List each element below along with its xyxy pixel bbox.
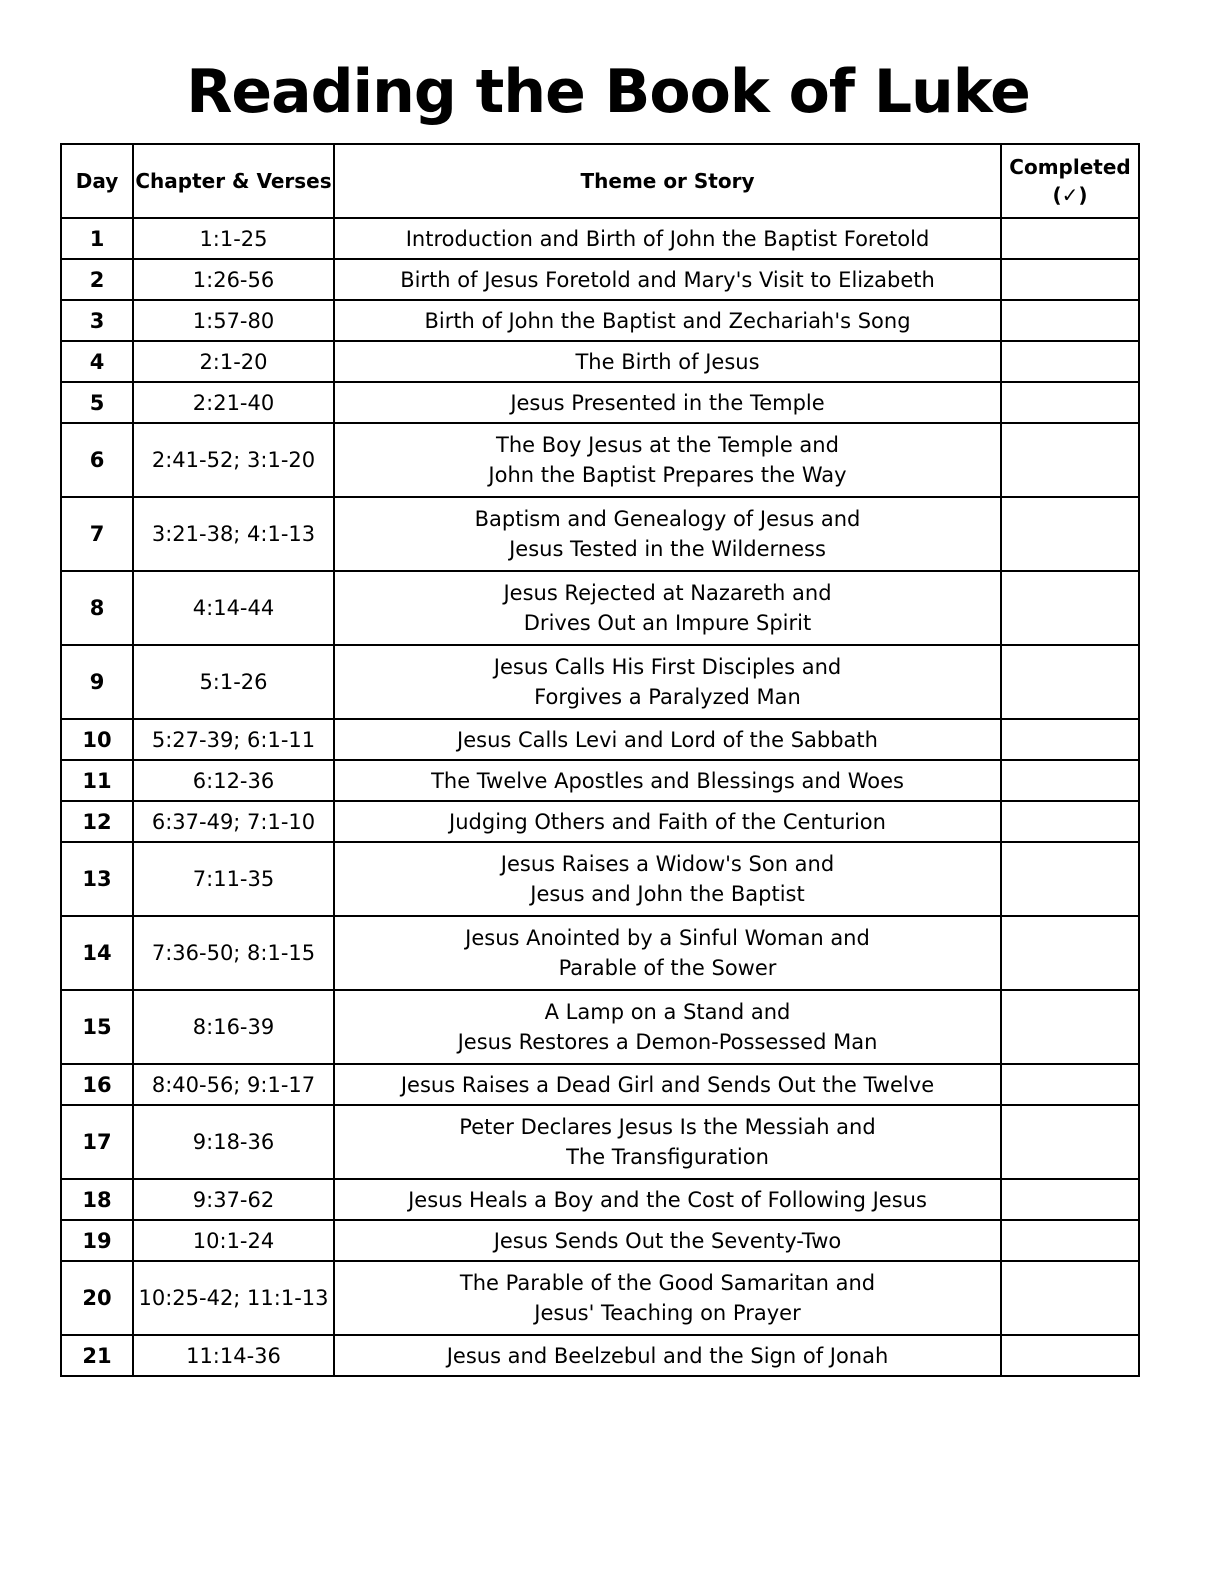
theme-cell [334,801,1001,842]
chapter-cell: 7:11-35 [133,842,334,916]
chapter-cell: 10:25-42; 11:1-13 [133,1261,334,1335]
theme-cell [334,990,1001,1064]
completed-checkbox-cell[interactable] [1001,801,1139,842]
table-row [61,842,1139,916]
theme-cell [334,1335,1001,1376]
completed-checkbox-cell[interactable] [1001,1220,1139,1261]
day-cell: 12 [61,801,133,842]
theme-cell [334,916,1001,990]
theme-cell [334,760,1001,801]
theme-text: A Lamp on a Stand and [544,1000,791,1024]
theme-cell [334,1179,1001,1220]
theme-text: Jesus Raises a Dead Girl and Sends Out the Twelve [400,1072,935,1097]
table-row [61,645,1139,719]
day-cell: 5 [61,382,133,423]
completed-checkbox-cell[interactable] [1001,382,1139,423]
theme-text: Birth of Jesus Foretold and Mary's Visit to Elizabeth [400,267,935,292]
chapter-cell: 6:12-36 [133,760,334,801]
chapter-cell: 10:1-24 [133,1220,334,1261]
table-body [61,218,1139,1376]
theme-text: The Boy Jesus at the Temple and [496,433,839,457]
chapter-cell: 3:21-38; 4:1-13 [133,497,334,571]
chapter-cell: 1:26-56 [133,259,334,300]
day-cell: 13 [61,842,133,916]
theme-text: Peter Declares Jesus Is the Messiah and [459,1115,876,1139]
table-row [61,1105,1139,1179]
chapter-cell: 2:41-52; 3:1-20 [133,423,334,497]
chapter-cell: 8:16-39 [133,990,334,1064]
table-header-row [61,144,1139,218]
table-row [61,760,1139,801]
day-cell: 15 [61,990,133,1064]
chapter-cell: 1:57-80 [133,300,334,341]
theme-text: Jesus Heals a Boy and the Cost of Following Jesus [408,1187,927,1212]
theme-cell [334,259,1001,300]
table-row [61,423,1139,497]
theme-cell [334,1261,1001,1335]
completed-checkbox-cell[interactable] [1001,1179,1139,1220]
column-header-chapter: Chapter & Verses [133,144,334,218]
page-title: Reading the Book of Luke [186,57,1030,127]
day-cell: 8 [61,571,133,645]
theme-cell [334,218,1001,259]
theme-text: Jesus' Teaching on Prayer [534,1301,801,1325]
checkmark-icon: (✓) [1052,183,1088,207]
day-cell: 4 [61,341,133,382]
completed-checkbox-cell[interactable] [1001,1335,1139,1376]
theme-text: John the Baptist Prepares the Way [488,463,847,487]
theme-cell [334,300,1001,341]
theme-text: The Twelve Apostles and Blessings and Woes [431,768,904,793]
column-header-theme: Theme or Story [334,144,1001,218]
theme-text: Judging Others and Faith of the Centurion [449,809,886,834]
day-cell: 16 [61,1064,133,1105]
column-header-day: Day [61,144,133,218]
theme-cell [334,341,1001,382]
day-cell: 7 [61,497,133,571]
chapter-cell: 9:37-62 [133,1179,334,1220]
table-row [61,497,1139,571]
chapter-cell: 2:21-40 [133,382,334,423]
table-row [61,719,1139,760]
day-cell: 11 [61,760,133,801]
theme-cell [334,1105,1001,1179]
chapter-cell: 4:14-44 [133,571,334,645]
table-row [61,218,1139,259]
theme-text: Jesus Calls His First Disciples and [493,655,842,679]
day-cell: 2 [61,259,133,300]
theme-text: The Transfiguration [566,1145,769,1169]
completed-checkbox-cell[interactable] [1001,990,1139,1064]
table-row [61,1064,1139,1105]
completed-checkbox-cell[interactable] [1001,916,1139,990]
theme-cell [334,497,1001,571]
chapter-cell: 9:18-36 [133,1105,334,1179]
table-row [61,1179,1139,1220]
theme-cell [334,1220,1001,1261]
completed-checkbox-cell[interactable] [1001,1261,1139,1335]
day-cell: 1 [61,218,133,259]
theme-text: Jesus and John the Baptist [530,882,805,906]
table-row [61,382,1139,423]
theme-text: Jesus Calls Levi and Lord of the Sabbath [457,727,878,752]
completed-checkbox-cell[interactable] [1001,645,1139,719]
completed-checkbox-cell[interactable] [1001,497,1139,571]
theme-text: The Parable of the Good Samaritan and [459,1271,876,1295]
completed-checkbox-cell[interactable] [1001,300,1139,341]
theme-text: Jesus Raises a Widow's Son and [500,852,835,876]
completed-checkbox-cell[interactable] [1001,1105,1139,1179]
theme-text: Jesus Rejected at Nazareth and [503,581,832,605]
day-cell: 21 [61,1335,133,1376]
chapter-cell: 7:36-50; 8:1-15 [133,916,334,990]
table-row [61,341,1139,382]
theme-text: Introduction and Birth of John the Baptist Foretold [405,226,930,251]
day-cell: 14 [61,916,133,990]
theme-text: Jesus Tested in the Wilderness [509,537,826,561]
table-row [61,801,1139,842]
day-cell: 10 [61,719,133,760]
theme-cell [334,571,1001,645]
theme-text: Baptism and Genealogy of Jesus and [474,507,861,531]
theme-text: Forgives a Paralyzed Man [534,685,801,709]
table-row [61,1220,1139,1261]
completed-checkbox-cell[interactable] [1001,1064,1139,1105]
table-row [61,259,1139,300]
theme-text: Jesus Restores a Demon-Possessed Man [457,1030,878,1054]
completed-header-label: Completed [1009,155,1131,179]
reading-plan-table [60,143,1140,1377]
completed-checkbox-cell[interactable] [1001,760,1139,801]
day-cell: 18 [61,1179,133,1220]
theme-text: Jesus Sends Out the Seventy-Two [493,1228,842,1253]
day-cell: 3 [61,300,133,341]
chapter-cell: 11:14-36 [133,1335,334,1376]
theme-text: The Birth of Jesus [575,349,760,374]
theme-text: Jesus Presented in the Temple [510,390,825,415]
table-row [61,1335,1139,1376]
theme-text: Jesus and Beelzebul and the Sign of Jonah [446,1343,889,1368]
chapter-cell: 5:1-26 [133,645,334,719]
chapter-cell: 6:37-49; 7:1-10 [133,801,334,842]
table-row [61,916,1139,990]
completed-checkbox-cell[interactable] [1001,719,1139,760]
day-cell: 6 [61,423,133,497]
day-cell: 9 [61,645,133,719]
chapter-cell: 1:1-25 [133,218,334,259]
day-cell: 20 [61,1261,133,1335]
table-row [61,571,1139,645]
day-cell: 17 [61,1105,133,1179]
table-row [61,1261,1139,1335]
day-cell: 19 [61,1220,133,1261]
theme-text: Birth of John the Baptist and Zechariah's Song [424,308,911,333]
table-row [61,300,1139,341]
theme-cell [334,382,1001,423]
theme-text: Jesus Anointed by a Sinful Woman and [465,926,870,950]
table-row [61,990,1139,1064]
theme-cell [334,645,1001,719]
completed-checkbox-cell[interactable] [1001,259,1139,300]
theme-cell [334,719,1001,760]
completed-checkbox-cell[interactable] [1001,218,1139,259]
completed-checkbox-cell[interactable] [1001,341,1139,382]
chapter-cell: 5:27-39; 6:1-11 [133,719,334,760]
column-header-completed [1001,144,1139,218]
chapter-cell: 2:1-20 [133,341,334,382]
theme-cell [334,1064,1001,1105]
completed-checkbox-cell[interactable] [1001,571,1139,645]
chapter-cell: 8:40-56; 9:1-17 [133,1064,334,1105]
theme-text: Drives Out an Impure Spirit [523,611,812,635]
completed-checkbox-cell[interactable] [1001,842,1139,916]
theme-cell [334,842,1001,916]
theme-cell [334,423,1001,497]
completed-checkbox-cell[interactable] [1001,423,1139,497]
theme-text: Parable of the Sower [558,956,777,980]
